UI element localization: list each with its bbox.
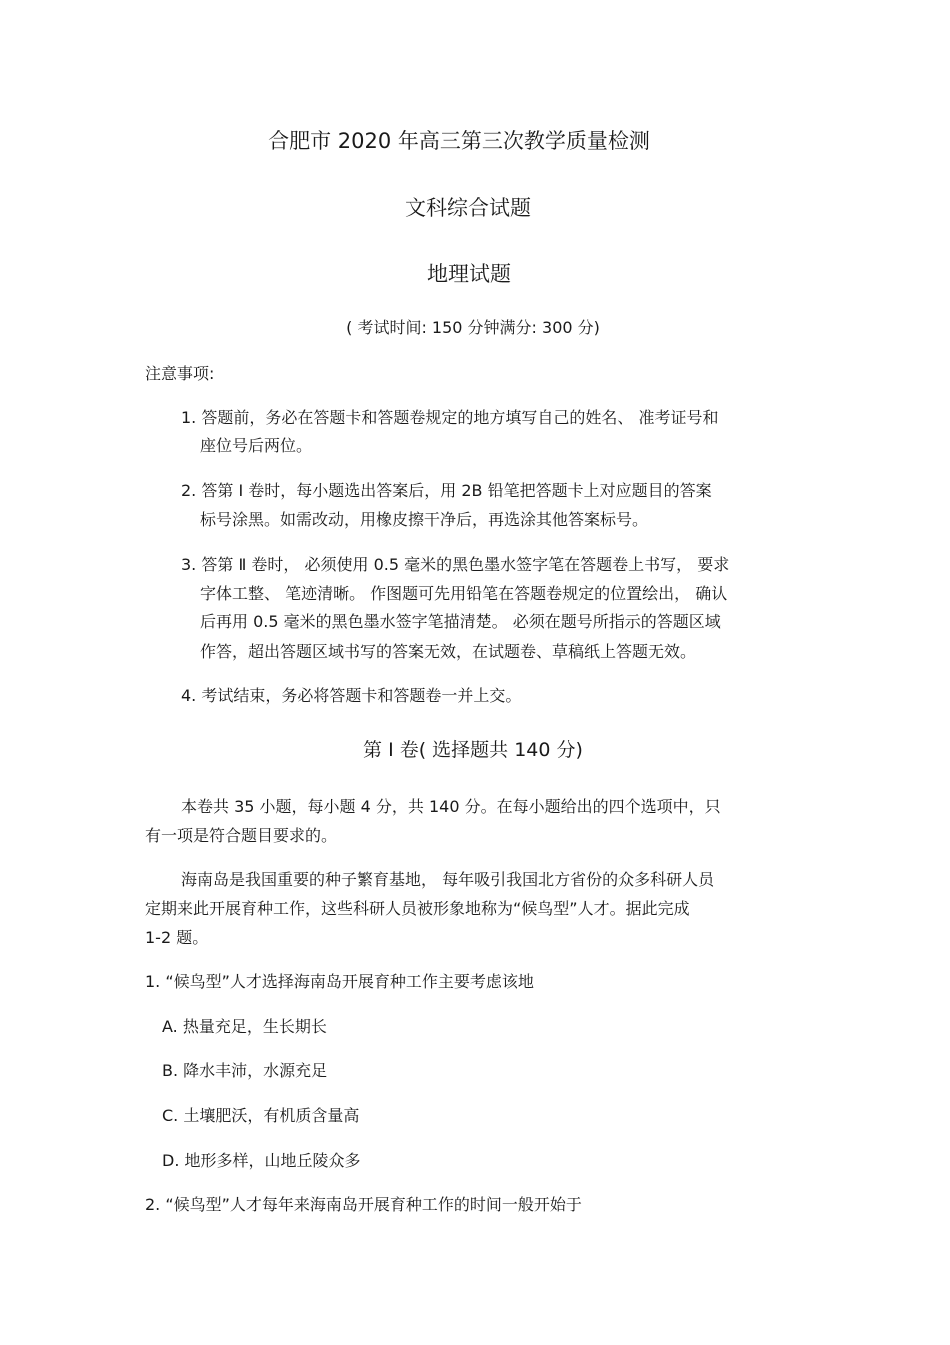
notice-item-3-line-2: 字体工整、 笔迹清晰。 作图题可先用铅笔在答题卷规定的位置绘出， 确认 [200, 584, 728, 603]
notice-heading: 注意事项: [145, 364, 215, 383]
notice-item-2-line-1: 2. 答第 Ⅰ 卷时，每小题选出答案后，用 2B 铅笔把答题卡上对应题目的答案 [181, 481, 712, 500]
notice-item-2-line-2: 标号涂黑。如需改动，用橡皮擦干净后，再选涂其他答案标号。 [200, 510, 649, 529]
subject-title: 地理试题 [427, 262, 511, 286]
notice-item-3-line-4: 作答，超出答题区域书写的答案无效，在试题卷、草稿纸上答题无效。 [200, 642, 697, 661]
question-1-option-c: C. 土壤肥沃，有机质含量高 [162, 1106, 360, 1125]
notice-item-3-line-1: 3. 答第 Ⅱ 卷时， 必须使用 0.5 毫米的黑色墨水签字笔在答题卷上书写， 要求 [181, 555, 730, 574]
question-1-option-d: D. 地形多样，山地丘陵众多 [162, 1151, 361, 1170]
notice-item-1-line-1: 1. 答题前，务必在答题卡和答题卷规定的地方填写自己的姓名、 准考证号和 [181, 408, 719, 427]
question-1-option-b: B. 降水丰沛，水源充足 [162, 1061, 328, 1080]
section-intro-line-2: 有一项是符合题目要求的。 [145, 826, 338, 845]
section-title: 第 Ⅰ 卷( 选择题共 140 分) [363, 739, 583, 761]
question-1-option-a: A. 热量充足，生长期长 [162, 1017, 327, 1036]
exam-title: 合肥市 2020 年高三第三次教学质量检测 [268, 129, 650, 153]
passage-line-1: 海南岛是我国重要的种子繁育基地， 每年吸引我国北方省份的众多科研人员 [181, 870, 715, 889]
passage-line-2: 定期来此开展育种工作，这些科研人员被形象地称为“候鸟型”人才。据此完成 [145, 899, 690, 918]
section-intro-line-1: 本卷共 35 小题，每小题 4 分，共 140 分。在每小题给出的四个选项中，只 [181, 797, 721, 816]
notice-item-4-line-1: 4. 考试结束，务必将答题卡和答题卷一并上交。 [181, 686, 522, 705]
question-1-stem: 1. “候鸟型”人才选择海南岛开展育种工作主要考虑该地 [145, 972, 534, 991]
notice-item-3-line-3: 后再用 0.5 毫米的黑色墨水签字笔描清楚。 必须在题号所指示的答题区域 [200, 612, 721, 631]
exam-info: ( 考试时间: 150 分钟满分: 300 分) [346, 318, 600, 337]
notice-item-1-line-2: 座位号后两位。 [200, 436, 313, 455]
passage-line-3: 1-2 题。 [145, 928, 209, 947]
question-2-stem: 2. “候鸟型”人才每年来海南岛开展育种工作的时间一般开始于 [145, 1195, 582, 1214]
exam-subtitle: 文科综合试题 [405, 196, 531, 220]
